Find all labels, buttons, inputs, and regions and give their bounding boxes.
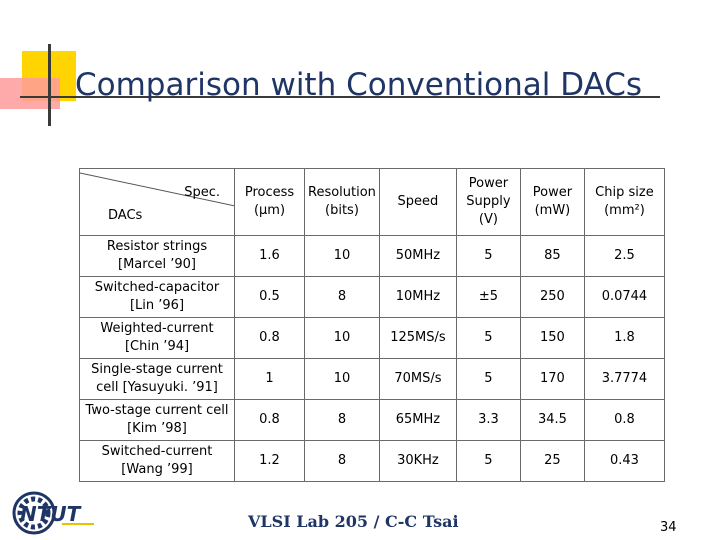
footer-text: VLSI Lab 205 / C-C Tsai <box>248 512 459 531</box>
cell-process: 0.8 <box>235 318 305 359</box>
cell-power: 150 <box>520 318 584 359</box>
cell-resolution: 8 <box>305 277 380 318</box>
corner-spec-label: Spec. <box>184 185 220 200</box>
row-label: Switched-capacitor [Lin ’96] <box>80 277 235 318</box>
cell-chip-size: 0.43 <box>584 441 664 482</box>
corner-dacs-label: DACs <box>108 208 143 223</box>
cell-chip-size: 1.8 <box>584 318 664 359</box>
header-label: Speed <box>397 194 439 209</box>
header-unit: (mm²) <box>604 203 645 218</box>
cell-speed: 30KHz <box>379 441 456 482</box>
cell-chip-size: 2.5 <box>584 236 664 277</box>
cell-process: 1 <box>235 359 305 400</box>
cell-power: 170 <box>520 359 584 400</box>
cell-speed: 65MHz <box>379 400 456 441</box>
cell-process: 1.2 <box>235 441 305 482</box>
comparison-table <box>79 168 665 482</box>
cell-power-supply: 5 <box>456 236 520 277</box>
ntut-logo <box>12 490 96 536</box>
cell-chip-size: 0.8 <box>584 400 664 441</box>
decor-pink-bar <box>0 78 60 109</box>
cell-speed: 70MS/s <box>379 359 456 400</box>
table-row <box>80 277 665 318</box>
cell-power: 34.5 <box>520 400 584 441</box>
cell-speed: 50MHz <box>379 236 456 277</box>
cell-power-supply: 3.3 <box>456 400 520 441</box>
cell-resolution: 8 <box>305 441 380 482</box>
row-label: Two-stage current cell [Kim ’98] <box>80 400 235 441</box>
cell-power-supply: ±5 <box>456 277 520 318</box>
row-label: Single-stage current cell [Yasuyuki. ’91] <box>80 359 235 400</box>
cell-power: 85 <box>520 236 584 277</box>
cell-power: 25 <box>520 441 584 482</box>
table-corner-cell <box>80 169 235 236</box>
header-chip-size <box>584 169 664 236</box>
cell-power-supply: 5 <box>456 318 520 359</box>
corner-diagonal-line <box>80 169 235 235</box>
cell-resolution: 10 <box>305 318 380 359</box>
cell-power-supply: 5 <box>456 441 520 482</box>
header-power <box>520 169 584 236</box>
row-label: Switched-current [Wang ’99] <box>80 441 235 482</box>
cell-power-supply: 5 <box>456 359 520 400</box>
header-process <box>235 169 305 236</box>
table-row <box>80 441 665 482</box>
cell-chip-size: 3.7774 <box>584 359 664 400</box>
cell-resolution: 8 <box>305 400 380 441</box>
decor-vertical-line <box>48 44 51 126</box>
cell-resolution: 10 <box>305 359 380 400</box>
header-power-supply <box>456 169 520 236</box>
cell-resolution: 10 <box>305 236 380 277</box>
header-label: Resolution <box>308 185 376 200</box>
table-header-row <box>80 169 665 236</box>
header-label: Chip size <box>595 185 654 200</box>
row-label: Weighted-current [Chin ’94] <box>80 318 235 359</box>
cell-speed: 10MHz <box>379 277 456 318</box>
row-label: Resistor strings [Marcel ’90] <box>80 236 235 277</box>
table-row <box>80 236 665 277</box>
header-label: Power <box>532 185 573 200</box>
cell-chip-size: 0.0744 <box>584 277 664 318</box>
table-row <box>80 359 665 400</box>
header-resolution <box>305 169 380 236</box>
header-unit: (μm) <box>253 203 286 218</box>
header-unit: (V) <box>478 212 498 227</box>
cell-speed: 125MS/s <box>379 318 456 359</box>
logo-text: NTUT <box>20 502 81 526</box>
header-speed <box>379 169 456 236</box>
cell-power: 250 <box>520 277 584 318</box>
header-unit: (mW) <box>534 203 571 218</box>
cell-process: 0.5 <box>235 277 305 318</box>
cell-process: 1.6 <box>235 236 305 277</box>
header-label: Power Supply <box>466 176 511 209</box>
table-row <box>80 400 665 441</box>
header-label: Process <box>244 185 295 200</box>
table-row <box>80 318 665 359</box>
cell-process: 0.8 <box>235 400 305 441</box>
page-number: 34 <box>660 520 677 535</box>
header-unit: (bits) <box>325 203 359 218</box>
slide-title: Comparison with Conventional DACs <box>75 67 643 103</box>
